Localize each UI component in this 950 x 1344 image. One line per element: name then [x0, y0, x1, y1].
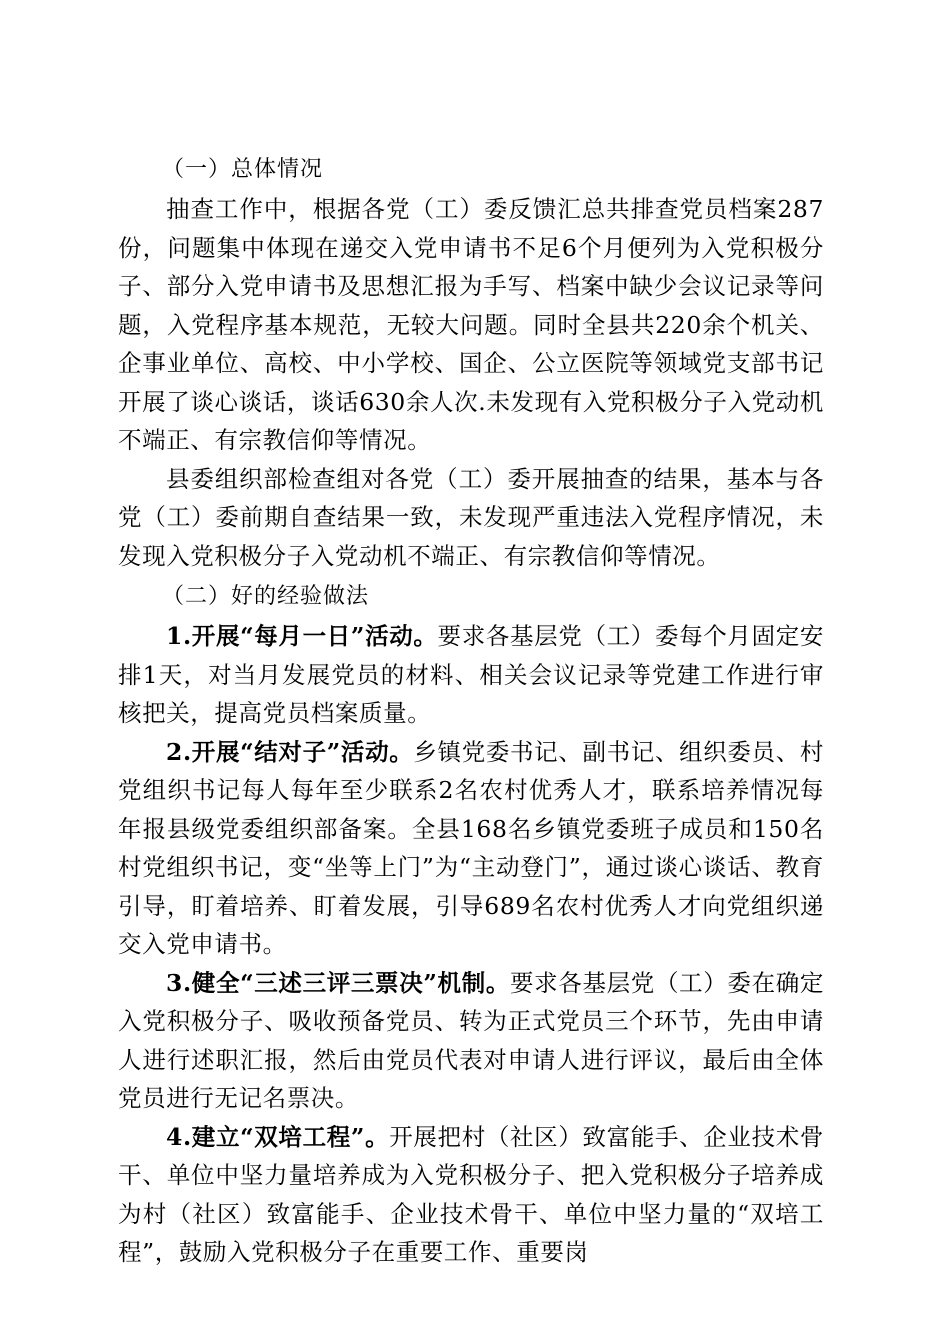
paragraph-overall-1: 抽查工作中，根据各党（工）委反馈汇总共排查党员档案287份，问题集中体现在递交入党申请书不足6个月便列为入党积极分子、部分入党申请书及思想汇报为手写、档案中缺少会议记录等问题，入党程序基本规范，无较大问题。同时全县共220余个机关、企事业单位、高校、中小学校、国企、公立医院等领域党支部书记开展了谈心谈话，谈话630余人次.未发现有入党积极分子入党动机不端正、有宗教信仰等情况。 [118, 195, 824, 454]
experience-item-3 [118, 964, 824, 1118]
experience-item-1-body: 要求各基层党（工）委每个月固定安排1天，对当月发展党员的材料、相关会议记录等党建工作进行审核把关，提高党员档案质量。 [118, 622, 824, 727]
experience-item-2-title: 2.开展“结对子”活动。 [166, 737, 414, 766]
section-heading-experience: （二）好的经验做法 [162, 584, 370, 609]
experience-item-4 [118, 1118, 824, 1272]
experience-item-1-title: 1.开展“每月一日”活动。 [166, 622, 438, 650]
section-heading-overall: （一）总体情况 [162, 157, 324, 182]
experience-item-3-body: 要求各基层党（工）委在确定入党积极分子、吸收预备党员、转为正式党员三个环节，先由申请人进行述职汇报，然后由党员代表对申请人进行评议，最后由全体党员进行无记名票决。 [118, 968, 824, 1112]
experience-item-3-title: 3.健全“三述三评三票决”机制。 [166, 968, 511, 997]
paragraph-overall-2: 县委组织部检查组对各党（工）委开展抽查的结果，基本与各党（工）委前期自查结果一致，未发现严重违法入党程序情况，未发现入党积极分子入党动机不端正、有宗教信仰等情况。 [118, 464, 824, 570]
experience-item-1 [118, 617, 824, 733]
document-page [118, 150, 824, 1272]
experience-item-2-body: 乡镇党委书记、副书记、组织委员、村党组织书记每人每年至少联系2名农村优秀人才，联系培养情况每年报县级党委组织部备案。全县168名乡镇党委班子成员和150名村党组织书记，变“坐等上门”为“主动登门”，通过谈心谈话、教育引导，盯着培养、盯着发展，引导689名农村优秀人才向党组织递交入党申请书。 [118, 737, 824, 958]
experience-item-4-title: 4.建立“双培工程”。 [166, 1122, 390, 1151]
experience-item-4-body: 开展把村（社区）致富能手、企业技术骨干、单位中坚力量培养成为入党积极分子、把入党积极分子培养成为村（社区）致富能手、企业技术骨干、单位中坚力量的“双培工程”，鼓励入党积极分子在重要工作、重要岗 [118, 1122, 824, 1266]
experience-item-2 [118, 733, 824, 964]
